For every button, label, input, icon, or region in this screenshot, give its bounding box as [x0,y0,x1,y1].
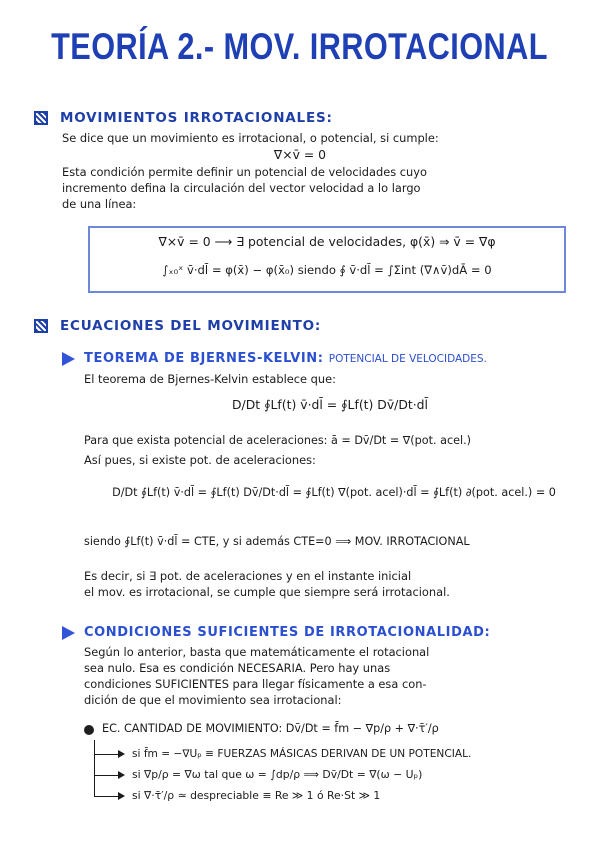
text-line: Se dice que un movimiento es irrotacional, o potencial, si cumple: [62,131,439,145]
text-line: dición de que el movimiento sea irrotacional: [84,693,342,707]
text-line: sea nulo. Esa es condición NECESARIA. Pero hay unas [84,661,391,675]
text-line: El teorema de Bjernes-Kelvin establece que: [84,372,336,386]
arrow-line [94,796,120,797]
text-line: Esta condición permite definir un potencial de velocidades cuyo [62,165,427,179]
page-title: TEORÍA 2.- MOV. IRROTACIONAL [51,26,548,67]
text-line: Es decir, si ∃ pot. de aceleraciones y en el instante inicial [84,569,412,583]
subsection-heading-kelvin [84,351,487,366]
text-line: de una línea: [62,197,137,211]
kelvin-heading-label: TEOREMA DE BJERNES-KELVIN: [84,351,324,366]
arrow-right-icon [118,771,125,779]
arrow-line [94,775,120,776]
section-marker-icon [34,111,48,125]
bullet-momentum-equation: EC. CANTIDAD DE MOVIMIENTO: Dv̄/Dt = f̄m − ∇p/ρ + ∇·τ̄′/ρ [102,722,439,735]
condition-viscous-negligible: si ∇·τ̄′/ρ ≃ despreciable ≡ Re ≫ 1 ó Re·St ≫ 1 [132,789,381,802]
formula-circulation: ∫ₓ₀ˣ v̄·dl̄ = φ(x̄) − φ(x̄₀) siendo ∮ v̄·dl̄ = ∫Σint (∇∧v̄)dĀ = 0 [162,263,492,277]
text-line: Así pues, si existe pot. de aceleraciones: [84,453,316,467]
condition-barotropic: si ∇p/ρ = ∇ω tal que ω = ∫dp/ρ ⟹ Dv̄/Dt = ∇(ω − Uₚ) [132,768,423,781]
section-marker-icon [34,319,48,333]
subsection-arrow-icon [62,626,75,640]
subsection-heading-conditions: CONDICIONES SUFICIENTES DE IRROTACIONALIDAD: [84,625,491,640]
kelvin-heading-sub: POTENCIAL DE VELOCIDADES. [328,353,487,365]
arrow-right-icon [118,750,125,758]
arrow-stem [94,740,95,796]
formula-kelvin: D/Dt ∮Lf(t) v̄·dl̄ = ∮Lf(t) Dv̄/Dt·dl̄ [232,397,428,412]
text-line: el mov. es irrotacional, se cumple que siempre será irrotacional. [84,585,450,599]
text-line: condiciones SUFICIENTES para llegar físicamente a esa con- [84,677,427,691]
arrow-right-icon [118,792,125,800]
bullet-icon [84,725,94,735]
condition-body-forces: si f̄m = −∇Uₚ ≡ FUERZAS MÁSICAS DERIVAN DE UN POTENCIAL. [132,748,472,760]
text-line: Según lo anterior, basta que matemáticamente el rotacional [84,645,430,659]
subsection-arrow-icon [62,352,75,366]
section-heading-irrotational: MOVIMIENTOS IRROTACIONALES: [60,110,333,126]
formula-curl-zero: ∇×v̄ = 0 [273,147,327,162]
text-line: siendo ∮Lf(t) v̄·dl̄ = CTE, y si además CTE=0 ⟹ MOV. IRROTACIONAL [84,535,470,548]
formula-acceleration-potential: D/Dt ∮Lf(t) v̄·dl̄ = ∮Lf(t) Dv̄/Dt·dl̄ = ∮Lf(t) ∇(pot. acel)·dl̄ = ∮Lf(t) ∂(pot. acel.) = 0 [112,486,556,499]
arrow-line [94,754,120,755]
formula-potential: ∇×v̄ = 0 ⟶ ∃ potencial de velocidades, φ(x̄) ⇒ v̄ = ∇φ [158,234,496,249]
text-line: incremento defina la circulación del vector velocidad a lo largo [62,181,421,195]
text-line: Para que exista potencial de aceleraciones: ā = Dv̄/Dt = ∇(pot. acel.) [84,434,472,447]
section-heading-equations: ECUACIONES DEL MOVIMIENTO: [60,318,322,334]
